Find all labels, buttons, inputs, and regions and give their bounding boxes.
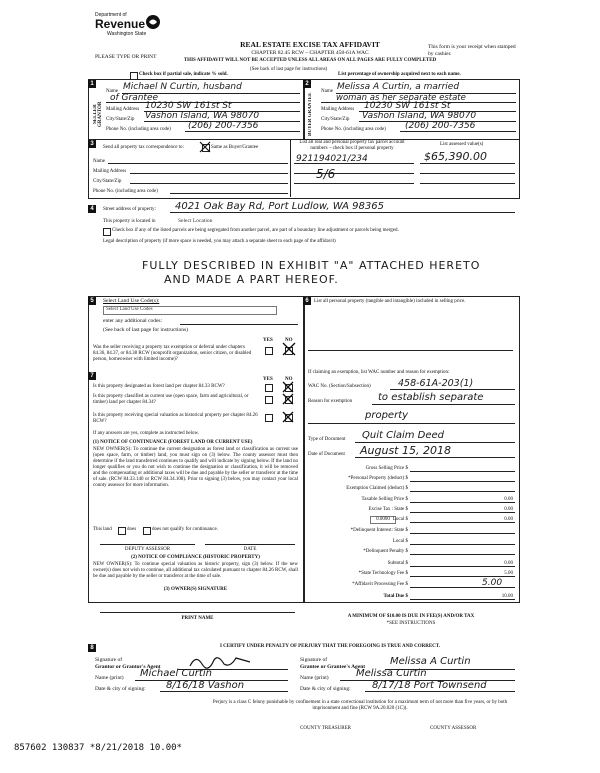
total-label-3: Taxable Selling Price $ bbox=[361, 497, 408, 502]
s3-phone-label: Phone No. (including area code) bbox=[93, 189, 158, 194]
total-label-8: *Delinquent Penalty $ bbox=[363, 549, 408, 554]
grantee-date: 8/17/18 Port Townsend bbox=[372, 680, 487, 691]
parcel-header: List all real and personal property tax parcel account numbers – check box if personal property bbox=[299, 140, 405, 151]
buyer-side-label: BUYER GRANTEE bbox=[308, 92, 313, 136]
deputy-assessor-label: DEPUTY ASSESSOR bbox=[124, 547, 171, 552]
certify-statement: I CERTIFY UNDER PENALTY OF PERJURY THAT THE FOREGOING IS TRUE AND CORRECT. bbox=[219, 644, 440, 649]
total-value-11: 5.00 bbox=[482, 578, 503, 588]
q2-text: Is this property designated as forest land per chapter 84.33 RCW? bbox=[93, 384, 225, 389]
does-not-checkbox[interactable] bbox=[143, 527, 151, 535]
grantor-date: 8/16/18 Vashon bbox=[166, 680, 245, 691]
wac-value: 458-61A-203(1) bbox=[398, 378, 474, 389]
additional-codes-label: enter any additional codes: bbox=[103, 318, 163, 324]
land-use-select[interactable]: Select Land Use Codes bbox=[103, 306, 277, 315]
wac-label: WAC No. (Section/Subsection) bbox=[308, 384, 371, 389]
seller-address: 10230 SW 161st St bbox=[145, 101, 232, 111]
q3-yes-checkbox[interactable] bbox=[265, 396, 273, 404]
doc-date-label: Date of Document bbox=[308, 452, 345, 457]
q4-text: Is this property receiving special valuation as historical property per chapter 84.26 RCW? bbox=[93, 413, 258, 424]
ownership-note: List percentage of ownership acquired next to each name. bbox=[338, 72, 461, 77]
seller-name-1: Michael N Curtin, husband bbox=[123, 82, 242, 92]
total-label-9: Subtotal $ bbox=[387, 561, 408, 566]
total-label-10: *State Technology Fee $ bbox=[358, 571, 408, 576]
location-select[interactable]: Select Location bbox=[178, 218, 213, 224]
notice2-title: (2) NOTICE OF COMPLIANCE (HISTORIC PROPERTY) bbox=[131, 555, 260, 560]
instructions-note: (See back of last page for instructions) bbox=[250, 67, 328, 72]
doc-type-label: Type of Document bbox=[308, 437, 346, 442]
exemption-label: If claiming an exemption, list WAC number and reason for exemption: bbox=[308, 370, 450, 375]
total-value-12: 10.00 bbox=[501, 594, 513, 599]
section-6-badge: 6 bbox=[303, 297, 311, 305]
yes-header-1: YES bbox=[263, 338, 273, 343]
seller-phone: (206) 200-7356 bbox=[188, 121, 259, 131]
form-title: REAL ESTATE EXCISE TAX AFFIDAVIT bbox=[240, 40, 380, 49]
dor-logo bbox=[95, 12, 165, 48]
notice1-body: NEW OWNER(S): To continue the current designation as forest land or classification as current use (open space, farm, or timber) land, you must sign on (3) below. The county assessor must then determine if the land transferred continues to qualify and will indicate by signing below. If the land no longer qualifies or you do not wish to continue the designation or classification, it will be removed and the compensating or additional taxes will be due and payable by the seller or transferor at the time of sale. (RCW 84.33.140 or RCW 84.34.108). Prior to signing (3) below, you may contact your local county assessor for more information. bbox=[93, 447, 298, 488]
segregated-checkbox[interactable] bbox=[103, 228, 111, 236]
doc-date: August 15, 2018 bbox=[360, 444, 451, 457]
no-header-2: NO bbox=[285, 377, 293, 382]
form-chapter: CHAPTER 82.45 RCW – CHAPTER 458-61A WAC bbox=[251, 50, 369, 56]
grantor-name: Michael Curtin bbox=[140, 668, 212, 679]
total-label-4: Excise Tax : State $ bbox=[368, 507, 408, 512]
logo-dept-small: Department of bbox=[95, 12, 127, 18]
s3-name-label: Name bbox=[93, 159, 105, 164]
q1-no-check-icon bbox=[281, 341, 297, 357]
if-yes-note: If any answers are yes, complete as instructed below. bbox=[93, 431, 200, 436]
receipt-note: This form is your receipt when stamped by cashier. bbox=[428, 44, 516, 57]
does-checkbox[interactable] bbox=[118, 527, 126, 535]
see-back-note: (See back of last page for instructions) bbox=[103, 327, 188, 333]
buyer-city-label: City/State/Zip bbox=[321, 117, 350, 122]
see-instructions: *SEE INSTRUCTIONS bbox=[386, 621, 436, 626]
buyer-address-label: Mailing Address bbox=[321, 107, 355, 112]
street-label: Street address of property: bbox=[103, 207, 156, 212]
notice2-body: NEW OWNER(S): To continue special valuation as historic property, sign (3) below. If the new owner(s) does not wish to continue, all additional tax calculated pursuant to chapter 84.26 RCW, shall be due and payable by the seller or transferor at the time of sale. bbox=[93, 562, 298, 579]
grantor-name-label: Name (print) bbox=[95, 675, 124, 681]
deputy-date-label: DATE bbox=[243, 547, 257, 552]
revenue-emblem-icon bbox=[145, 14, 161, 30]
section-8-badge: 8 bbox=[88, 644, 96, 652]
doc-type: Quit Claim Deed bbox=[362, 430, 445, 441]
q3-text: Is this property classified as current use (open space, farm and agricultural, or timber) land per chapter 84.34? bbox=[93, 394, 249, 405]
seller-name-label: Name bbox=[106, 89, 118, 94]
grantee-signature: Melissa A Curtin bbox=[390, 656, 471, 667]
segregated-note: Check box if any of the listed parcels are being segregated from another parcel, are part of a boundary line adjustment or parcels being merged. bbox=[112, 228, 399, 233]
seller-phone-label: Phone No. (including area code) bbox=[106, 127, 171, 132]
send-correspondence-label: Send all property tax correspondence to: bbox=[103, 145, 184, 150]
total-value-5: 0.00 bbox=[504, 517, 513, 522]
this-land-label: This land bbox=[93, 527, 112, 532]
total-value-4: 0.00 bbox=[504, 507, 513, 512]
assessed-value: $65,390.00 bbox=[424, 150, 487, 163]
total-label-12: Total Due $ bbox=[383, 594, 408, 599]
buyer-name-2: woman as her separate estate bbox=[336, 93, 466, 103]
county-treasurer-label: COUNTY TREASURER bbox=[300, 726, 351, 731]
parcel-number: 921194021/234 bbox=[296, 154, 368, 164]
q1-yes-checkbox[interactable] bbox=[265, 347, 273, 355]
minimum-note: A MINIMUM OF $10.00 IS DUE IN FEE(S) AND/OR TAX bbox=[347, 614, 475, 619]
legal-line-1: FULLY DESCRIBED IN EXHIBIT "A" ATTACHED HERETO bbox=[142, 259, 481, 272]
total-label-0: Gross Selling Price $ bbox=[365, 466, 408, 471]
no-header-1: NO bbox=[285, 338, 293, 343]
grantor-sig-label: Signature of bbox=[95, 657, 123, 663]
total-label-1: *Personal Property (deduct) $ bbox=[348, 476, 408, 481]
seller-address-label: Mailing Address bbox=[106, 107, 140, 112]
legal-line-2: AND MADE A PART HEREOF. bbox=[164, 273, 339, 286]
print-note: PLEASE TYPE OR PRINT bbox=[95, 54, 157, 60]
buyer-city: Vashon Island, WA 98070 bbox=[362, 111, 477, 121]
same-as-buyer-check-icon bbox=[199, 141, 211, 153]
seller-side-label: SELLER GRANTOR bbox=[93, 101, 103, 127]
total-label-7: Local $ bbox=[392, 539, 408, 544]
does-not-label: does not qualify for continuance. bbox=[152, 527, 218, 532]
q3-no-check-icon bbox=[281, 392, 295, 406]
local-rate: 0.0000 bbox=[370, 516, 396, 524]
grantee-sig-label: Signature of bbox=[300, 657, 328, 663]
q4-yes-checkbox[interactable] bbox=[265, 414, 273, 422]
total-value-9: 0.00 bbox=[504, 561, 513, 566]
total-value-10: 5.00 bbox=[504, 571, 513, 576]
total-label-2: Exemption Claimed (deduct) $ bbox=[346, 486, 408, 491]
total-value-3: 0.00 bbox=[504, 497, 513, 502]
does-label: does bbox=[127, 527, 137, 532]
buyer-name-label: Name bbox=[321, 89, 333, 94]
street-address: 4021 Oak Bay Rd, Port Ludlow, WA 98365 bbox=[175, 201, 384, 212]
print-name-label: PRINT NAME bbox=[181, 616, 214, 621]
owner-signature-label: (3) OWNER(S) SIGNATURE bbox=[163, 587, 228, 592]
land-use-label: Select Land Use Code(s): bbox=[103, 298, 160, 304]
county-assessor-label: COUNTY ASSESSOR bbox=[430, 726, 477, 731]
total-label-5: Local $ bbox=[392, 517, 408, 522]
section-7-badge: 7 bbox=[88, 372, 96, 380]
q2-yes-checkbox[interactable] bbox=[265, 384, 273, 392]
buyer-phone-label: Phone No. (including area code) bbox=[321, 127, 386, 132]
section-3-badge: 3 bbox=[88, 140, 96, 148]
seller-city: Vashon Island, WA 98070 bbox=[145, 111, 260, 121]
section-1-badge: 1 bbox=[88, 80, 96, 88]
buyer-name-1: Melissa A Curtin, a married bbox=[337, 82, 460, 92]
logo-revenue: Revenue bbox=[95, 17, 146, 31]
total-label-6: *Delinquent Interest: State $ bbox=[350, 528, 408, 533]
grantor-agent-label: Grantor or Grantor's Agent bbox=[95, 664, 161, 670]
buyer-address: 10230 SW 161st St bbox=[364, 101, 451, 111]
seller-name-2: of Grantee bbox=[110, 93, 159, 103]
location-label: This property is located in bbox=[103, 219, 156, 224]
grantee-name: Melissa Curtin bbox=[356, 668, 427, 679]
grantee-date-label: Date & city of signing: bbox=[300, 686, 351, 692]
reason-label: Reason for exemption bbox=[308, 399, 353, 404]
section-2-badge: 2 bbox=[303, 80, 311, 88]
parcel-extra: 5/6 bbox=[316, 167, 336, 181]
logo-state: Washington State bbox=[107, 31, 147, 37]
q1-text: Was the seller receiving a property tax exemption or deferral under chapters 84.36, 84.37, or 84.38 RCW (nonprofit organization, senior citizen, or disabled person, homeowner with limited income)? bbox=[93, 345, 252, 362]
grantor-date-label: Date & city of signing: bbox=[95, 686, 146, 692]
recording-stamp: 857602 130837 *8/21/2018 10.00* bbox=[14, 743, 182, 753]
perjury-note: Perjury is a class C felony punishable by confinement in a state correctional institution for a maximum term of not more than five years, or by both imprisonment and fine (RCW 9A.20.020 (1C)). bbox=[212, 700, 508, 711]
partial-sale-label: Check box if partial sale, indicate % sold. bbox=[139, 72, 228, 77]
grantee-name-label: Name (print) bbox=[300, 675, 329, 681]
reason-line-2: property bbox=[365, 410, 409, 421]
yes-header-2: YES bbox=[263, 377, 273, 382]
seller-city-label: City/State/Zip bbox=[106, 117, 135, 122]
assessed-header: List assessed value(s) bbox=[440, 142, 484, 147]
s3-city-label: City/State/Zip bbox=[93, 179, 122, 184]
section-5-badge: 5 bbox=[88, 297, 96, 305]
same-as-buyer-label: Same as Buyer/Grantee bbox=[211, 145, 259, 150]
reason-line-1: to establish separate bbox=[378, 392, 484, 403]
form-warning: THIS AFFIDAVIT WILL NOT BE ACCEPTED UNLESS ALL AREAS ON ALL PAGES ARE FULLY COMPLETED bbox=[183, 58, 437, 63]
grantee-agent-label: Grantee or Grantee's Agent bbox=[300, 664, 366, 670]
legal-label: Legal description of property (if more space is needed, you may attach a separate sheet to each page of the affidavit) bbox=[103, 239, 336, 244]
total-label-11: *Affidavit Processing Fee $ bbox=[352, 582, 408, 587]
section-4-badge: 4 bbox=[88, 205, 96, 213]
buyer-phone: (206) 200-7356 bbox=[405, 121, 476, 131]
notice1-title: (1) NOTICE OF CONTINUANCE (FOREST LAND OR CURRENT USE) bbox=[93, 440, 253, 445]
s3-address-label: Mailing Address bbox=[93, 169, 127, 174]
q4-no-check-icon bbox=[281, 410, 295, 424]
personal-property-label: List all personal property (tangible and intangible) included in selling price. bbox=[314, 299, 466, 304]
